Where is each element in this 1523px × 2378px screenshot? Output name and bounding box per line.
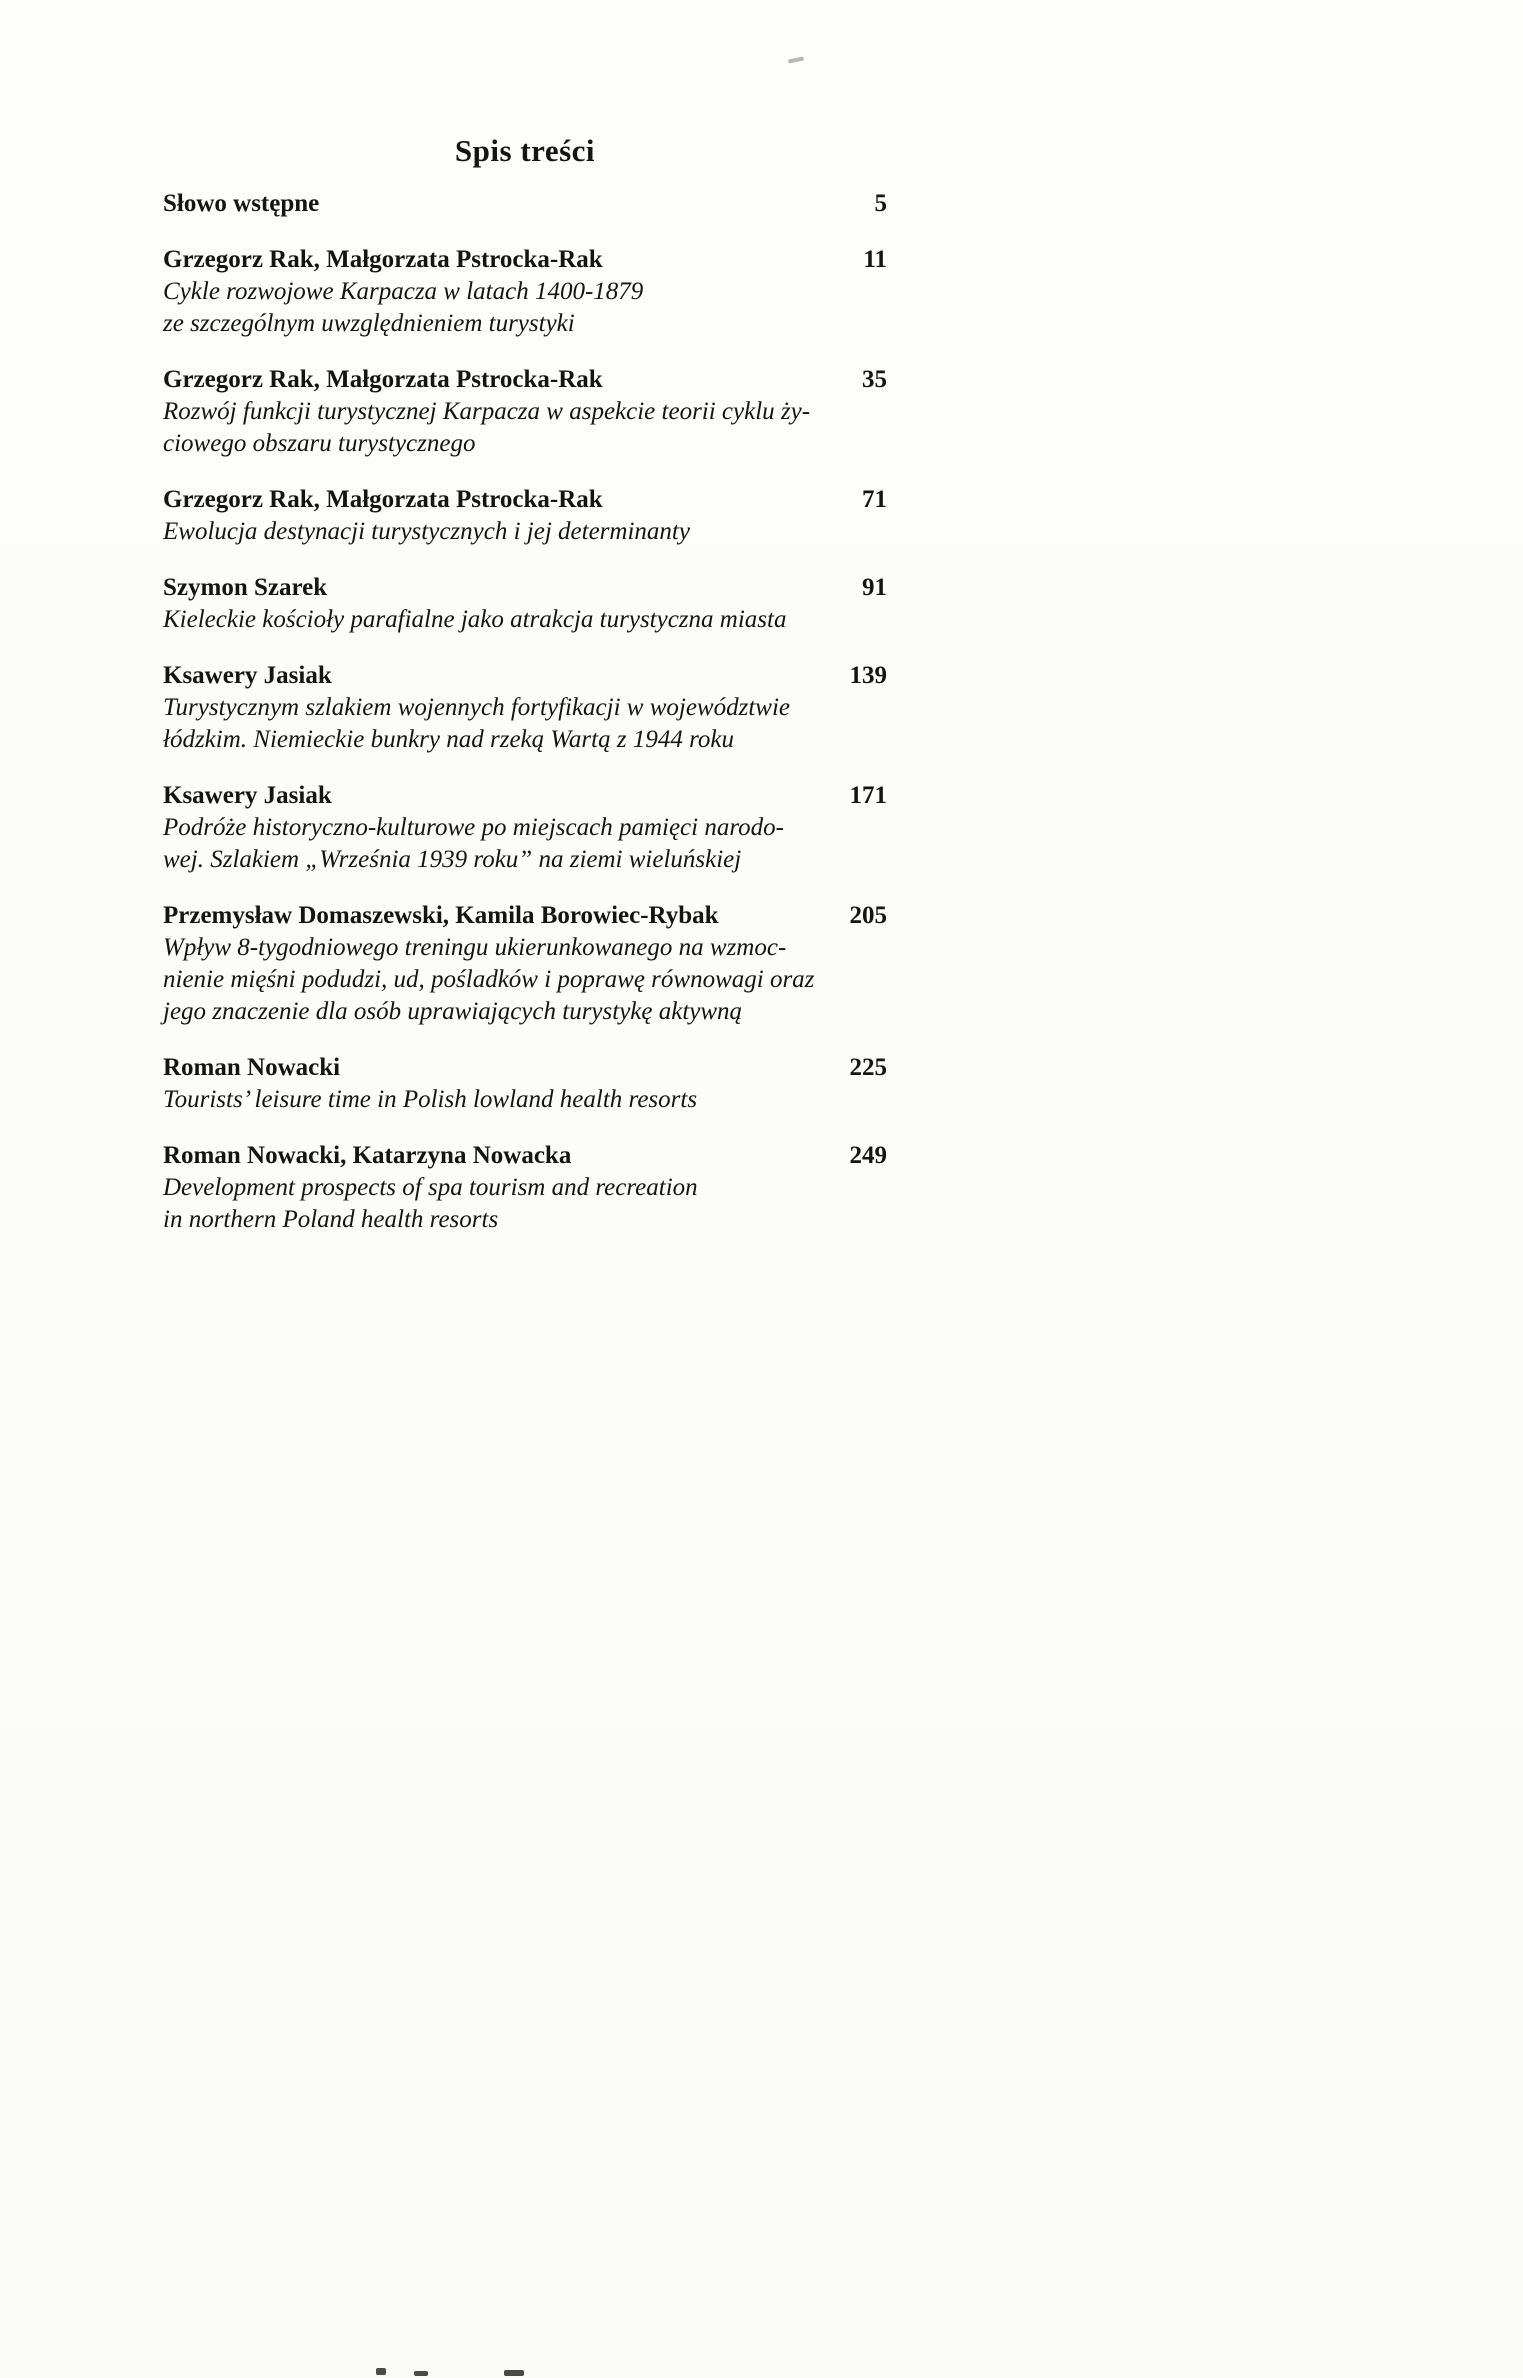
subtitle-line: Podróże historyczno-kulturowe po miejscach pamięci narodo-	[163, 814, 784, 841]
entry-header-row	[163, 572, 887, 604]
subtitle-line: Turystycznym szlakiem wojennych fortyfikacji w województwie	[163, 694, 791, 721]
entry-page-number: 5	[874, 190, 887, 217]
scan-speck	[376, 2368, 386, 2375]
entry-authors: Grzegorz Rak, Małgorzata Pstrocka-Rak	[163, 246, 603, 273]
page-title: Spis treści	[454, 133, 596, 168]
entry-subtitle	[163, 932, 887, 1028]
entry-header-row	[163, 484, 887, 516]
entry-authors: Przemysław Domaszewski, Kamila Borowiec-Rybak	[163, 902, 719, 929]
subtitle-line: Tourists’ leisure time in Polish lowland health resorts	[163, 1086, 698, 1113]
entry-subtitle	[163, 812, 887, 876]
entry-authors: Grzegorz Rak, Małgorzata Pstrocka-Rak	[163, 486, 603, 513]
entry-header-row	[163, 660, 887, 692]
entry-header-row	[163, 1140, 887, 1172]
toc-entry	[163, 244, 887, 340]
subtitle-line: Rozwój funkcji turystycznej Karpacza w aspekcie teorii cyklu ży-	[163, 398, 811, 425]
entry-authors: Roman Nowacki, Katarzyna Nowacka	[163, 1142, 572, 1169]
subtitle-line: Ewolucja destynacji turystycznych i jej determinanty	[163, 518, 690, 545]
entry-page-number: 225	[849, 1054, 887, 1081]
subtitle-line: ze szczególnym uwzględnieniem turystyki	[163, 310, 575, 337]
subtitle-line: Cykle rozwojowe Karpacza w latach 1400-1879	[163, 278, 644, 305]
entry-authors: Roman Nowacki	[163, 1054, 341, 1081]
entry-subtitle	[163, 396, 887, 460]
scan-speck	[504, 2370, 524, 2376]
entry-page-number: 11	[863, 246, 887, 273]
subtitle-line: nienie mięśni podudzi, ud, pośladków i poprawę równowagi oraz	[163, 966, 815, 993]
entry-authors: Szymon Szarek	[163, 574, 328, 601]
entry-page-number: 249	[849, 1142, 887, 1169]
entry-page-number: 91	[862, 574, 887, 601]
entry-header-row	[163, 364, 887, 396]
entry-page-number: 35	[862, 366, 887, 393]
entry-subtitle	[163, 276, 887, 340]
toc-entry	[163, 1140, 887, 1236]
entry-header-row	[163, 900, 887, 932]
subtitle-line: Development prospects of spa tourism and recreation	[163, 1174, 698, 1201]
toc-entry	[163, 572, 887, 636]
toc-entry	[163, 660, 887, 756]
subtitle-line: Wpływ 8-tygodniowego treningu ukierunkowanego na wzmoc-	[163, 934, 787, 961]
entry-authors: Ksawery Jasiak	[163, 782, 332, 809]
entry-header-row	[163, 244, 887, 276]
entry-page-number: 205	[849, 902, 887, 929]
subtitle-line: jego znaczenie dla osób uprawiających turystykę aktywną	[163, 998, 743, 1025]
toc-entry	[163, 780, 887, 876]
entry-subtitle	[163, 516, 887, 548]
subtitle-line: in northern Poland health resorts	[163, 1206, 499, 1233]
entry-subtitle	[163, 604, 887, 636]
scan-speck	[414, 2371, 428, 2376]
toc-entry	[163, 484, 887, 548]
entry-header-row	[163, 1052, 887, 1084]
toc-entry	[163, 364, 887, 460]
entry-header-row	[163, 188, 887, 220]
entry-authors: Grzegorz Rak, Małgorzata Pstrocka-Rak	[163, 366, 603, 393]
subtitle-line: wej. Szlakiem „Września 1939 roku” na ziemi wieluńskiej	[163, 846, 742, 873]
entry-page-number: 71	[862, 486, 887, 513]
toc-entry	[163, 188, 887, 220]
scan-smudge	[788, 56, 804, 63]
entry-subtitle	[163, 1084, 887, 1116]
subtitle-line: Kieleckie kościoły parafialne jako atrakcja turystyczna miasta	[163, 606, 787, 633]
entry-authors: Ksawery Jasiak	[163, 662, 332, 689]
toc-list	[163, 188, 887, 1236]
entry-authors: Słowo wstępne	[163, 190, 320, 217]
entry-page-number: 171	[849, 782, 887, 809]
subtitle-line: łódzkim. Niemieckie bunkry nad rzeką Wartą z 1944 roku	[163, 726, 734, 753]
entry-subtitle	[163, 692, 887, 756]
entry-page-number: 139	[849, 662, 887, 689]
subtitle-line: ciowego obszaru turystycznego	[163, 430, 476, 457]
toc-entry	[163, 1052, 887, 1116]
toc-entry	[163, 900, 887, 1028]
table-of-contents	[163, 130, 887, 1260]
entry-header-row	[163, 780, 887, 812]
entry-subtitle	[163, 1172, 887, 1236]
